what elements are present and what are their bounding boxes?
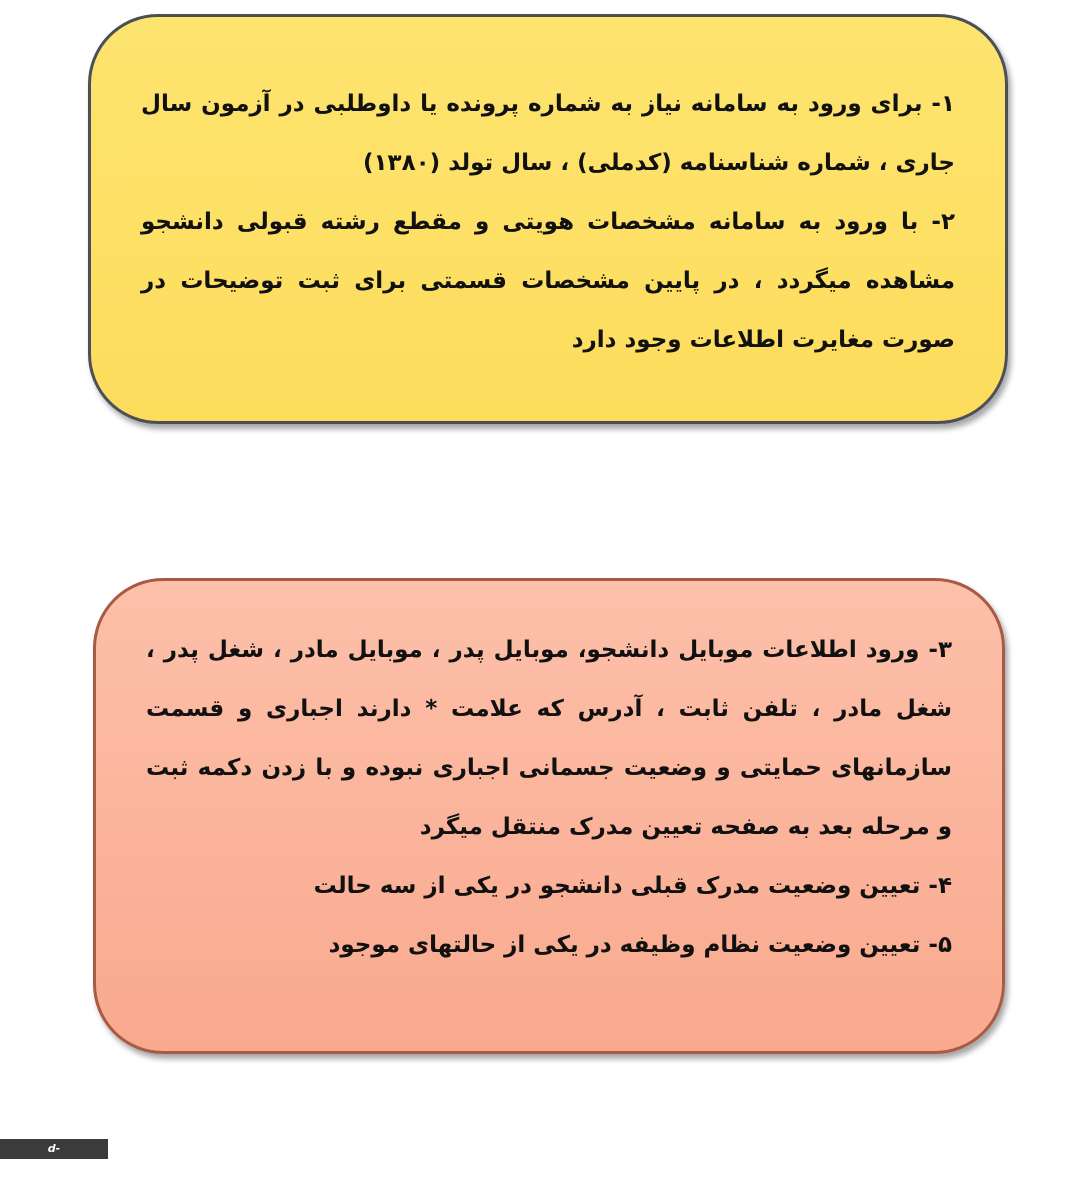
- step-2-text: ۲- با ورود به سامانه مشخصات هویتی و مقطع رشته قبولی دانشجو مشاهده میگردد ، در پایین مشخصات قسمتی برای ثبت توضیحات در صورت مغایرت اطلاعات وجود دارد: [141, 209, 955, 353]
- info-panel-registration: [93, 578, 1005, 1054]
- step-1-text: ۱- برای ورود به سامانه نیاز به شماره پرونده یا داوطلبی در آزمون سال جاری ، شماره شناسنامه (کدملی) ، سال تولد (۱۳۸۰): [141, 91, 955, 176]
- step-4-text: ۴- تعیین وضعیت مدرک قبلی دانشجو در یکی از سه حالت: [313, 873, 952, 899]
- step-3-text: ۳- ورود اطلاعات موبایل دانشجو، موبایل پدر ، موبایل مادر ، شغل پدر ، شغل مادر ، تلفن ثابت ، آدرس که علامت * دارند اجباری و قسمت سازمانهای حمایتی و وضعیت جسمانی اجباری نبوده و با زدن دکمه ثبت و مرحله بعد به صفحه تعیین مدرک منتقل میگرد: [146, 637, 952, 840]
- info-panel-login: [88, 14, 1008, 424]
- step-5-text: ۵- تعیین وضعیت نظام وظیفه در یکی از حالتهای موجود: [328, 932, 952, 958]
- site-watermark: d-kashan.tvu.ac.ir: [0, 1139, 108, 1159]
